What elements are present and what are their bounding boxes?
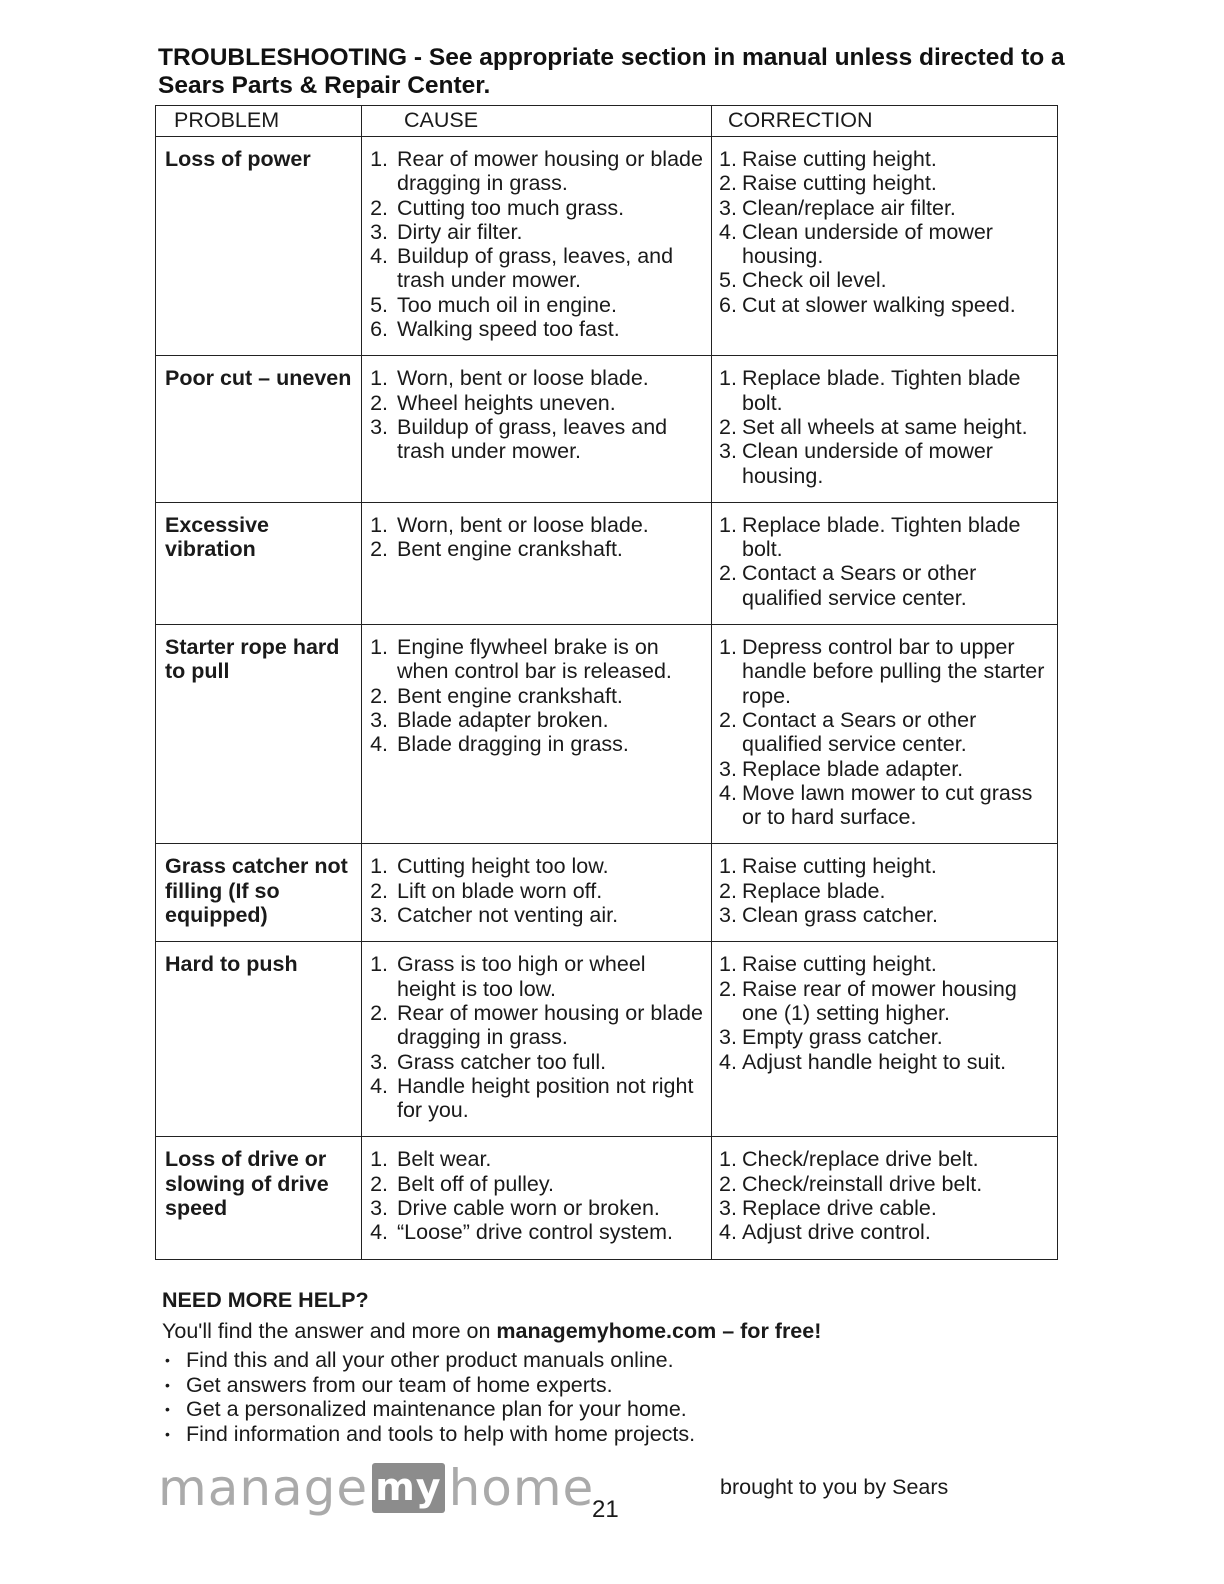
item-number: 1. (370, 952, 388, 977)
cause-cell (362, 137, 712, 356)
cause-item (362, 196, 707, 220)
item-number: 4. (370, 1220, 388, 1245)
cause-cell (362, 502, 712, 624)
cause-item (362, 1001, 707, 1050)
item-text: Handle height position not right for you. (397, 1073, 694, 1123)
item-text: Raise cutting height. (742, 952, 937, 977)
table-row (156, 1137, 1058, 1259)
correction-item (712, 415, 1053, 439)
item-number: 1. (719, 1147, 737, 1172)
header-problem: PROBLEM (156, 106, 362, 137)
item-text: Dirty air filter. (397, 219, 523, 244)
item-number: 2. (370, 390, 388, 415)
troubleshooting-table (155, 105, 1058, 1260)
bullet-dot-icon: • (165, 1376, 170, 1393)
brought-by-sears: brought to you by Sears (720, 1475, 949, 1499)
item-number: 3. (719, 1195, 737, 1220)
cause-item (362, 1220, 707, 1244)
cause-item (362, 293, 707, 317)
item-number: 1. (719, 366, 737, 391)
help-intro-link[interactable]: managemyhome.com – for free! (496, 1319, 822, 1343)
correction-item (712, 171, 1053, 195)
table-row (156, 942, 1058, 1137)
help-bullet-text: Get a personalized maintenance plan for your home. (186, 1397, 687, 1421)
item-number: 3. (370, 219, 388, 244)
cause-item (362, 1074, 707, 1123)
table-row (156, 137, 1058, 356)
page-title: TROUBLESHOOTING - See appropriate section in manual unless directed to a Sears Parts & Repair Center. (158, 44, 1065, 99)
cause-item (362, 635, 707, 684)
item-text: Contact a Sears or other qualified service center. (742, 561, 977, 610)
correction-item (712, 977, 1053, 1026)
item-number: 1. (719, 512, 737, 537)
cause-item (362, 391, 707, 415)
help-intro-text: You'll find the answer and more on (162, 1319, 497, 1343)
cause-cell (362, 1137, 712, 1259)
correction-item (712, 635, 1053, 708)
correction-item (712, 366, 1053, 415)
item-text: Walking speed too fast. (397, 317, 620, 342)
correction-item (712, 561, 1053, 610)
item-text: Drive cable worn or broken. (397, 1195, 660, 1220)
problem-cell: Excessive vibration (156, 502, 362, 624)
item-text: Raise cutting height. (742, 171, 937, 196)
cause-item (362, 854, 707, 878)
managemyhome-logo (158, 1456, 594, 1520)
correction-cell (712, 502, 1058, 624)
item-number: 3. (719, 195, 737, 220)
item-text: Empty grass catcher. (742, 1025, 943, 1050)
item-number: 3. (719, 903, 737, 928)
correction-cell (712, 625, 1058, 844)
item-number: 3. (719, 756, 737, 781)
correction-item (712, 781, 1053, 830)
item-text: Catcher not venting air. (397, 903, 619, 928)
item-text: Worn, bent or loose blade. (397, 512, 649, 537)
cause-cell (362, 942, 712, 1137)
cause-item (362, 366, 707, 390)
cause-item (362, 952, 707, 1001)
item-number: 2. (719, 561, 737, 586)
item-number: 5. (370, 292, 388, 317)
help-bullet (162, 1373, 695, 1398)
table-body (156, 137, 1058, 1260)
cause-item (362, 879, 707, 903)
correction-item (712, 1025, 1053, 1049)
cause-item (362, 1196, 707, 1220)
item-number: 2. (370, 1000, 388, 1025)
correction-item (712, 1220, 1053, 1244)
item-number: 1. (370, 1147, 388, 1172)
item-text: Rear of mower housing or blade dragging in grass. (397, 1000, 703, 1050)
help-bullet-text: Find information and tools to help with home projects. (186, 1421, 696, 1446)
item-text: Blade dragging in grass. (397, 732, 629, 757)
correction-cell (712, 1137, 1058, 1259)
cause-item (362, 147, 707, 196)
item-number: 1. (370, 854, 388, 879)
table-row (156, 356, 1058, 502)
item-number: 2. (719, 1171, 737, 1196)
logo-text-home: home (448, 1459, 595, 1517)
item-number: 1. (370, 512, 388, 537)
correction-item (712, 903, 1053, 927)
item-text: Grass is too high or wheel height is too low. (397, 952, 646, 1001)
table-header-row (156, 106, 1058, 137)
table-row (156, 844, 1058, 942)
correction-item (712, 268, 1053, 292)
cause-item (362, 513, 707, 537)
item-text: Clean grass catcher. (742, 903, 938, 928)
cause-item (362, 1147, 707, 1171)
item-number: 2. (719, 878, 737, 903)
item-number: 2. (370, 537, 388, 562)
item-text: Clean/replace air filter. (742, 195, 956, 220)
item-text: Lift on blade worn off. (397, 878, 603, 903)
item-text: Engine flywheel brake is on when control bar is released. (397, 635, 672, 684)
correction-item (712, 513, 1053, 562)
problem-cell: Hard to push (156, 942, 362, 1137)
item-number: 4. (719, 1049, 737, 1074)
item-text: Too much oil in engine. (397, 292, 617, 317)
item-number: 3. (370, 1049, 388, 1074)
item-text: Adjust handle height to suit. (742, 1049, 1007, 1074)
item-text: Move lawn mower to cut grass or to hard surface. (742, 780, 1033, 830)
item-number: 4. (370, 1073, 388, 1098)
cause-item (362, 1172, 707, 1196)
item-number: 4. (719, 1220, 737, 1245)
item-text: Cut at slower walking speed. (742, 292, 1016, 317)
need-more-help-heading: NEED MORE HELP? (162, 1288, 369, 1312)
item-text: Blade adapter broken. (397, 707, 609, 732)
item-text: Set all wheels at same height. (742, 414, 1028, 439)
cause-cell (362, 625, 712, 844)
item-text: Bent engine crankshaft. (397, 683, 623, 708)
help-bullet (162, 1397, 695, 1422)
item-number: 3. (370, 903, 388, 928)
correction-item (712, 1147, 1053, 1171)
item-number: 2. (370, 1171, 388, 1196)
correction-item (712, 1172, 1053, 1196)
item-text: Replace blade. (742, 878, 886, 903)
item-text: Worn, bent or loose blade. (397, 366, 649, 391)
problem-cell: Loss of drive or slowing of drive speed (156, 1137, 362, 1259)
item-number: 4. (719, 219, 737, 244)
correction-cell (712, 844, 1058, 942)
item-number: 1. (719, 635, 737, 660)
item-number: 6. (370, 317, 388, 342)
item-number: 2. (370, 878, 388, 903)
item-text: Replace blade. Tighten blade bolt. (742, 366, 1021, 415)
problem-cell: Starter rope hard to pull (156, 625, 362, 844)
cause-item (362, 708, 707, 732)
item-text: Wheel heights uneven. (397, 390, 616, 415)
item-number: 5. (719, 268, 737, 293)
item-number: 2. (370, 683, 388, 708)
problem-cell: Grass catcher not filling (If so equipped) (156, 844, 362, 942)
item-number: 3. (719, 1025, 737, 1050)
item-text: Check/reinstall drive belt. (742, 1171, 983, 1196)
item-text: Raise cutting height. (742, 854, 937, 879)
correction-item (712, 1196, 1053, 1220)
item-text: Bent engine crankshaft. (397, 537, 623, 562)
item-text: Cutting too much grass. (397, 195, 625, 220)
cause-cell (362, 844, 712, 942)
correction-item (712, 1050, 1053, 1074)
item-text: Raise rear of mower housing one (1) setting higher. (742, 976, 1017, 1025)
correction-item (712, 952, 1053, 976)
correction-cell (712, 942, 1058, 1137)
item-text: Replace blade adapter. (742, 756, 964, 781)
item-number: 4. (370, 244, 388, 269)
cause-item (362, 684, 707, 708)
cause-item (362, 317, 707, 341)
cause-cell (362, 356, 712, 502)
item-number: 1. (370, 366, 388, 391)
item-text: Adjust drive control. (742, 1220, 931, 1245)
item-number: 2. (719, 414, 737, 439)
item-text: Check/replace drive belt. (742, 1147, 979, 1172)
item-number: 2. (719, 976, 737, 1001)
cause-item (362, 537, 707, 561)
item-text: Buildup of grass, leaves and trash under mower. (397, 414, 668, 464)
item-text: “Loose” drive control system. (397, 1220, 674, 1245)
correction-item (712, 879, 1053, 903)
cause-item (362, 732, 707, 756)
cause-item (362, 415, 707, 464)
help-bullet-text: Get answers from our team of home experts. (186, 1372, 613, 1397)
item-text: Clean underside of mower housing. (742, 219, 993, 269)
item-number: 1. (370, 147, 388, 171)
page-number: 21 (592, 1496, 619, 1523)
item-number: 4. (719, 780, 737, 805)
item-text: Replace drive cable. (742, 1195, 937, 1220)
help-bullet (162, 1348, 695, 1373)
item-text: Belt off of pulley. (397, 1171, 554, 1196)
item-text: Depress control bar to upper handle before pulling the starter rope. (742, 635, 1045, 708)
correction-item (712, 757, 1053, 781)
correction-item (712, 293, 1053, 317)
cause-item (362, 1050, 707, 1074)
item-number: 1. (719, 854, 737, 879)
header-cause: CAUSE (362, 106, 712, 137)
item-text: Check oil level. (742, 268, 887, 293)
bullet-dot-icon: • (165, 1352, 170, 1368)
correction-cell (712, 356, 1058, 502)
table-row (156, 502, 1058, 624)
logo-text-manage: manage (158, 1459, 369, 1517)
item-text: Rear of mower housing or blade dragging in grass. (397, 147, 703, 196)
item-text: Contact a Sears or other qualified service center. (742, 707, 977, 757)
correction-item (712, 220, 1053, 269)
item-number: 3. (370, 1195, 388, 1220)
correction-cell (712, 137, 1058, 356)
correction-item (712, 708, 1053, 757)
item-number: 3. (719, 439, 737, 464)
bullet-dot-icon: • (165, 1401, 170, 1417)
correction-item (712, 196, 1053, 220)
item-number: 6. (719, 292, 737, 317)
item-text: Raise cutting height. (742, 147, 937, 171)
correction-item (712, 854, 1053, 878)
correction-item (712, 439, 1053, 488)
item-number: 2. (370, 195, 388, 220)
problem-cell: Poor cut – uneven (156, 356, 362, 502)
help-intro (162, 1318, 821, 1344)
logo-text-my: my (372, 1463, 444, 1513)
table-row (156, 625, 1058, 844)
item-number: 1. (719, 147, 737, 171)
item-text: Cutting height too low. (397, 854, 609, 879)
item-number: 3. (370, 707, 388, 732)
cause-item (362, 220, 707, 244)
item-text: Grass catcher too full. (397, 1049, 607, 1074)
item-number: 1. (719, 952, 737, 977)
item-number: 4. (370, 732, 388, 757)
problem-cell: Loss of power (156, 137, 362, 356)
item-text: Replace blade. Tighten blade bolt. (742, 512, 1021, 562)
item-text: Buildup of grass, leaves, and trash under mower. (397, 244, 674, 293)
correction-item (712, 147, 1053, 171)
help-bullet (162, 1422, 695, 1447)
header-correction: CORRECTION (712, 106, 1058, 137)
item-text: Clean underside of mower housing. (742, 439, 993, 488)
item-number: 2. (719, 707, 737, 732)
item-text: Belt wear. (397, 1147, 492, 1172)
item-number: 2. (719, 171, 737, 196)
cause-item (362, 903, 707, 927)
help-bullet-list (162, 1348, 695, 1446)
bullet-dot-icon: • (165, 1425, 170, 1442)
help-bullet-text: Find this and all your other product manuals online. (186, 1348, 674, 1372)
cause-item (362, 244, 707, 293)
item-number: 1. (370, 635, 388, 660)
item-number: 3. (370, 414, 388, 439)
